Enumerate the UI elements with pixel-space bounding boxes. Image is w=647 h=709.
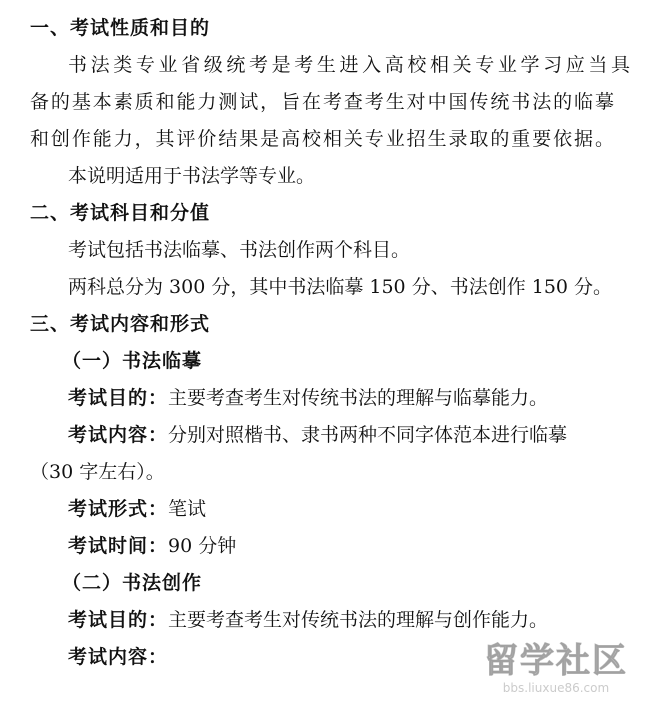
field-label: 考试目的： — [68, 387, 169, 409]
section-heading-1: 一、考试性质和目的 — [30, 17, 211, 39]
paragraph-line: 考试包括书法临摹、书法创作两个科目。 — [68, 239, 411, 261]
field-label: 考试形式： — [68, 498, 169, 520]
site-watermark — [471, 641, 641, 701]
field-label: 考试内容： — [68, 424, 169, 446]
field-label: 考试内容： — [68, 646, 169, 668]
field-value: 90 分钟 — [168, 535, 237, 557]
subsection-heading-2: （二）书法创作 — [62, 572, 203, 594]
field-row — [68, 421, 647, 449]
paragraph-line: 备的基本素质和能力测试，旨在考查考生对中国传统书法的临摹 — [30, 91, 614, 113]
paragraph-line: 书法类专业省级统考是考生进入高校相关专业学习应当具 — [68, 54, 630, 76]
paragraph-line: 和创作能力，其评价结果是高校相关专业招生录取的重要依据。 — [30, 128, 614, 150]
field-label: 考试目的： — [68, 609, 169, 631]
watermark-logo: 留学社区 — [484, 641, 628, 681]
field-row — [68, 384, 647, 412]
subsection-heading-1: （一）书法临摹 — [62, 350, 203, 372]
paragraph-line: 两科总分为 300 分，其中书法临摹 150 分、书法创作 150 分。 — [68, 276, 613, 298]
field-value: 笔试 — [168, 498, 207, 520]
section-heading-3: 三、考试内容和形式 — [30, 313, 211, 335]
field-row — [68, 606, 647, 634]
field-value: 主要考查考生对传统书法的理解与临摹能力。 — [168, 387, 549, 409]
field-value: 主要考查考生对传统书法的理解与创作能力。 — [168, 609, 549, 631]
paragraph-line: 本说明适用于书法学等专业。 — [68, 165, 316, 187]
field-row — [68, 532, 647, 560]
field-value: 分别对照楷书、隶书两种不同字体范本进行临摹 — [168, 424, 568, 446]
section-heading-2: 二、考试科目和分值 — [30, 202, 211, 224]
paragraph-line: （30 字左右）。 — [30, 461, 165, 483]
field-label: 考试时间： — [68, 535, 169, 557]
watermark-url: bbs.liuxue86.com — [502, 681, 610, 695]
field-row — [68, 495, 647, 523]
